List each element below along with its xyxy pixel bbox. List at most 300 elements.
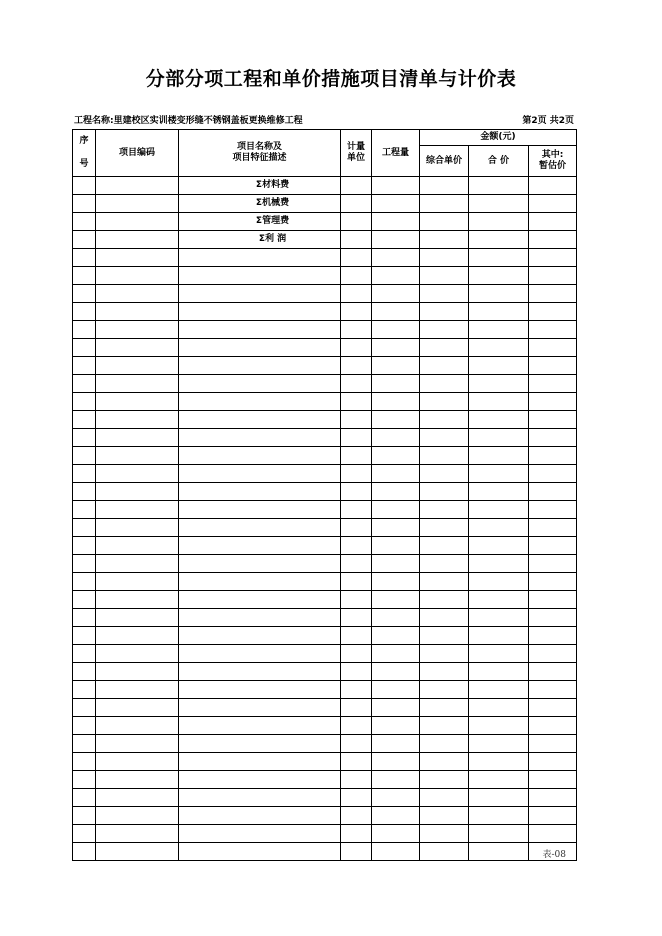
table-cell [372, 177, 420, 195]
table-cell [96, 555, 179, 573]
table-cell [73, 825, 96, 843]
table-cell [96, 447, 179, 465]
table-cell [73, 357, 96, 375]
item-description-cell [179, 843, 341, 861]
table-row [73, 807, 577, 825]
table-cell [420, 231, 469, 249]
item-description-cell [179, 663, 341, 681]
table-cell [341, 663, 372, 681]
table-cell [96, 573, 179, 591]
table-cell [96, 231, 179, 249]
table-cell [372, 429, 420, 447]
item-description-cell: Σ管理费 [179, 213, 341, 231]
table-cell [341, 429, 372, 447]
table-cell [420, 537, 469, 555]
table-cell [469, 393, 529, 411]
table-row [73, 231, 577, 249]
table-cell [420, 177, 469, 195]
table-cell [420, 285, 469, 303]
table-cell [73, 465, 96, 483]
table-cell [96, 339, 179, 357]
table-cell [420, 807, 469, 825]
table-cell [469, 339, 529, 357]
table-cell [96, 609, 179, 627]
item-description-cell [179, 375, 341, 393]
table-cell [73, 681, 96, 699]
table-cell [73, 195, 96, 213]
table-row [73, 393, 577, 411]
table-cell [529, 429, 577, 447]
amount-header: 金额(元) [420, 130, 577, 146]
table-row [73, 843, 577, 861]
code-header: 项目编码 [96, 130, 179, 177]
table-row [73, 483, 577, 501]
table-cell [341, 555, 372, 573]
item-description-cell [179, 519, 341, 537]
table-cell [529, 519, 577, 537]
table-cell [73, 609, 96, 627]
table-cell [420, 789, 469, 807]
table-cell [420, 321, 469, 339]
table-cell [73, 519, 96, 537]
table-row [73, 357, 577, 375]
quantity-header: 工程量 [372, 130, 420, 177]
pricing-table [72, 129, 577, 861]
table-cell [341, 231, 372, 249]
table-cell [469, 411, 529, 429]
table-cell [372, 393, 420, 411]
table-cell [372, 699, 420, 717]
total-header: 合 价 [469, 146, 529, 177]
table-row [73, 609, 577, 627]
table-cell [529, 555, 577, 573]
table-cell [372, 825, 420, 843]
table-cell [341, 735, 372, 753]
page-info: 第2页 共2页 [522, 116, 574, 126]
table-cell [372, 231, 420, 249]
table-cell [73, 303, 96, 321]
table-cell [372, 321, 420, 339]
item-description-cell [179, 537, 341, 555]
table-cell [529, 789, 577, 807]
table-cell [469, 465, 529, 483]
table-cell [420, 213, 469, 231]
table-cell [341, 213, 372, 231]
table-cell [96, 267, 179, 285]
table-cell [73, 321, 96, 339]
table-cell [96, 843, 179, 861]
table-cell [529, 591, 577, 609]
table-cell [420, 573, 469, 591]
table-cell [469, 825, 529, 843]
table-cell [96, 825, 179, 843]
table-cell [341, 321, 372, 339]
table-cell [372, 267, 420, 285]
table-row [73, 537, 577, 555]
table-cell [73, 627, 96, 645]
table-cell [469, 357, 529, 375]
table-cell [341, 393, 372, 411]
table-cell [420, 519, 469, 537]
table-cell [420, 825, 469, 843]
table-cell [73, 573, 96, 591]
table-cell [372, 645, 420, 663]
table-cell [420, 375, 469, 393]
table-cell [469, 789, 529, 807]
table-cell [469, 321, 529, 339]
table-cell [96, 213, 179, 231]
table-row [73, 519, 577, 537]
table-row [73, 681, 577, 699]
table-cell [529, 717, 577, 735]
table-cell [73, 789, 96, 807]
table-cell [73, 663, 96, 681]
table-cell [420, 609, 469, 627]
table-cell [73, 177, 96, 195]
table-row [73, 213, 577, 231]
table-cell [96, 195, 179, 213]
table-cell [372, 555, 420, 573]
table-cell [420, 195, 469, 213]
table-cell [529, 627, 577, 645]
table-cell [341, 483, 372, 501]
table-cell [96, 483, 179, 501]
table-cell [372, 681, 420, 699]
table-row [73, 789, 577, 807]
table-cell [469, 267, 529, 285]
table-cell [341, 717, 372, 735]
table-cell [420, 249, 469, 267]
table-cell [469, 285, 529, 303]
table-cell [73, 213, 96, 231]
table-cell [469, 753, 529, 771]
page-title: 分部分项工程和单价措施项目清单与计价表 [145, 68, 517, 90]
table-cell [73, 447, 96, 465]
table-cell [73, 375, 96, 393]
table-cell [420, 843, 469, 861]
table-cell [420, 267, 469, 285]
table-row [73, 249, 577, 267]
table-cell [372, 285, 420, 303]
table-cell [96, 717, 179, 735]
table-cell [73, 483, 96, 501]
table-row [73, 267, 577, 285]
table-cell [529, 231, 577, 249]
item-description-cell [179, 735, 341, 753]
table-cell [341, 537, 372, 555]
table-cell [420, 699, 469, 717]
table-cell [529, 339, 577, 357]
table-cell [96, 591, 179, 609]
table-cell [73, 501, 96, 519]
table-cell [420, 645, 469, 663]
table-cell [73, 285, 96, 303]
table-row [73, 627, 577, 645]
item-description-cell [179, 483, 341, 501]
table-cell [529, 177, 577, 195]
table-cell [529, 321, 577, 339]
item-description-cell [179, 267, 341, 285]
table-cell [529, 501, 577, 519]
table-cell [96, 771, 179, 789]
table-cell [341, 339, 372, 357]
table-cell [341, 825, 372, 843]
item-description-cell [179, 357, 341, 375]
table-cell [469, 177, 529, 195]
item-description-cell [179, 321, 341, 339]
table-cell [469, 555, 529, 573]
table-cell [529, 825, 577, 843]
table-cell [96, 303, 179, 321]
table-row [73, 771, 577, 789]
table-cell [372, 411, 420, 429]
table-row [73, 573, 577, 591]
table-cell [73, 411, 96, 429]
table-row [73, 663, 577, 681]
table-cell [372, 537, 420, 555]
table-cell [469, 699, 529, 717]
table-cell [469, 807, 529, 825]
table-cell [341, 519, 372, 537]
table-cell [372, 807, 420, 825]
table-cell [372, 195, 420, 213]
table-cell [529, 303, 577, 321]
table-cell [420, 771, 469, 789]
table-row [73, 177, 577, 195]
item-description-cell [179, 393, 341, 411]
table-cell [529, 411, 577, 429]
table-cell [420, 393, 469, 411]
table-row [73, 699, 577, 717]
table-cell [372, 663, 420, 681]
table-cell [73, 807, 96, 825]
table-row [73, 465, 577, 483]
table-cell [469, 591, 529, 609]
table-cell [372, 357, 420, 375]
form-number: 表-08 [542, 850, 566, 860]
table-cell [96, 375, 179, 393]
table-cell [372, 501, 420, 519]
table-cell [96, 753, 179, 771]
table-cell [96, 285, 179, 303]
table-cell [529, 285, 577, 303]
table-row [73, 321, 577, 339]
table-cell [372, 519, 420, 537]
table-cell [96, 501, 179, 519]
table-cell [341, 195, 372, 213]
table-cell [529, 447, 577, 465]
table-cell [73, 843, 96, 861]
table-cell [96, 357, 179, 375]
table-cell [372, 249, 420, 267]
table-cell [469, 645, 529, 663]
table-cell [469, 447, 529, 465]
table-cell [96, 663, 179, 681]
table-cell [341, 501, 372, 519]
table-cell [96, 465, 179, 483]
table-cell [469, 681, 529, 699]
table-cell [73, 735, 96, 753]
table-cell [372, 753, 420, 771]
table-row [73, 555, 577, 573]
item-description-cell [179, 285, 341, 303]
table-cell [372, 591, 420, 609]
unit-header: 计量 单位 [341, 130, 372, 177]
table-cell [420, 717, 469, 735]
table-cell [529, 213, 577, 231]
table-cell [341, 411, 372, 429]
item-description-cell [179, 573, 341, 591]
table-cell [529, 771, 577, 789]
table-cell [372, 627, 420, 645]
table-cell [341, 699, 372, 717]
table-cell [372, 771, 420, 789]
table-row [73, 195, 577, 213]
table-cell [420, 447, 469, 465]
project-name: 工程名称:里建校区实训楼变形缝不锈钢盖板更换维修工程 [74, 116, 303, 126]
table-row [73, 285, 577, 303]
name-header: 项目名称及 项目特征描述 [179, 130, 341, 177]
table-cell [469, 501, 529, 519]
table-cell [73, 231, 96, 249]
table-row [73, 501, 577, 519]
table-cell [529, 393, 577, 411]
table-cell [96, 699, 179, 717]
table-cell [341, 609, 372, 627]
table-cell [73, 591, 96, 609]
table-cell [529, 267, 577, 285]
item-description-cell [179, 249, 341, 267]
table-row [73, 735, 577, 753]
table-row [73, 825, 577, 843]
table-cell [469, 519, 529, 537]
table-cell [529, 573, 577, 591]
item-description-cell [179, 645, 341, 663]
table-cell [341, 249, 372, 267]
table-cell [73, 645, 96, 663]
table-cell [341, 303, 372, 321]
table-cell [372, 717, 420, 735]
table-cell [96, 411, 179, 429]
seq-header: 序 号 [73, 130, 96, 177]
item-description-cell [179, 555, 341, 573]
table-row [73, 303, 577, 321]
item-description-cell [179, 447, 341, 465]
table-cell [529, 357, 577, 375]
table-cell [469, 771, 529, 789]
item-description-cell [179, 681, 341, 699]
table-cell [469, 375, 529, 393]
item-description-cell [179, 411, 341, 429]
table-cell [341, 465, 372, 483]
table-cell [469, 627, 529, 645]
table-cell [73, 339, 96, 357]
item-description-cell [179, 699, 341, 717]
table-cell [469, 609, 529, 627]
table-cell [341, 591, 372, 609]
table-cell [469, 663, 529, 681]
table-cell [420, 411, 469, 429]
table-cell [469, 717, 529, 735]
table-cell [420, 429, 469, 447]
table-row [73, 753, 577, 771]
table-cell [469, 231, 529, 249]
table-row [73, 411, 577, 429]
table-cell [469, 213, 529, 231]
table-cell [341, 627, 372, 645]
table-cell [529, 735, 577, 753]
table-cell [372, 303, 420, 321]
item-description-cell [179, 627, 341, 645]
item-description-cell [179, 303, 341, 321]
table-cell [96, 645, 179, 663]
table-cell [529, 663, 577, 681]
table-cell [529, 375, 577, 393]
table-cell [420, 501, 469, 519]
table-cell [372, 843, 420, 861]
table-cell [420, 681, 469, 699]
table-cell [420, 357, 469, 375]
table-cell [96, 393, 179, 411]
item-description-cell [179, 429, 341, 447]
table-cell [96, 807, 179, 825]
table-cell [420, 627, 469, 645]
table-cell [469, 537, 529, 555]
table-cell [96, 681, 179, 699]
item-description-cell [179, 753, 341, 771]
unit-price-header: 综合单价 [420, 146, 469, 177]
item-description-cell [179, 609, 341, 627]
item-description-cell [179, 591, 341, 609]
table-cell [73, 699, 96, 717]
table-cell [469, 195, 529, 213]
table-cell [529, 645, 577, 663]
table-cell [96, 249, 179, 267]
table-cell [420, 483, 469, 501]
table-cell [529, 609, 577, 627]
table-row [73, 645, 577, 663]
table-cell [341, 177, 372, 195]
table-cell [372, 339, 420, 357]
table-cell [469, 429, 529, 447]
table-cell [96, 321, 179, 339]
table-row [73, 429, 577, 447]
table-cell [73, 267, 96, 285]
item-description-cell [179, 717, 341, 735]
item-description-cell: Σ机械费 [179, 195, 341, 213]
table-cell [341, 447, 372, 465]
table-cell [73, 771, 96, 789]
table-cell [341, 843, 372, 861]
table-row [73, 591, 577, 609]
table-cell [341, 681, 372, 699]
item-description-cell [179, 339, 341, 357]
item-description-cell: Σ利 润 [179, 231, 341, 249]
table-cell [420, 663, 469, 681]
table-cell [420, 591, 469, 609]
table-cell [73, 537, 96, 555]
table-cell [469, 573, 529, 591]
table-cell [341, 771, 372, 789]
table-cell [469, 303, 529, 321]
table-row [73, 375, 577, 393]
table-cell [529, 249, 577, 267]
table-cell [96, 735, 179, 753]
table-cell [96, 519, 179, 537]
table-cell [341, 285, 372, 303]
table-cell [341, 645, 372, 663]
table-cell [341, 573, 372, 591]
